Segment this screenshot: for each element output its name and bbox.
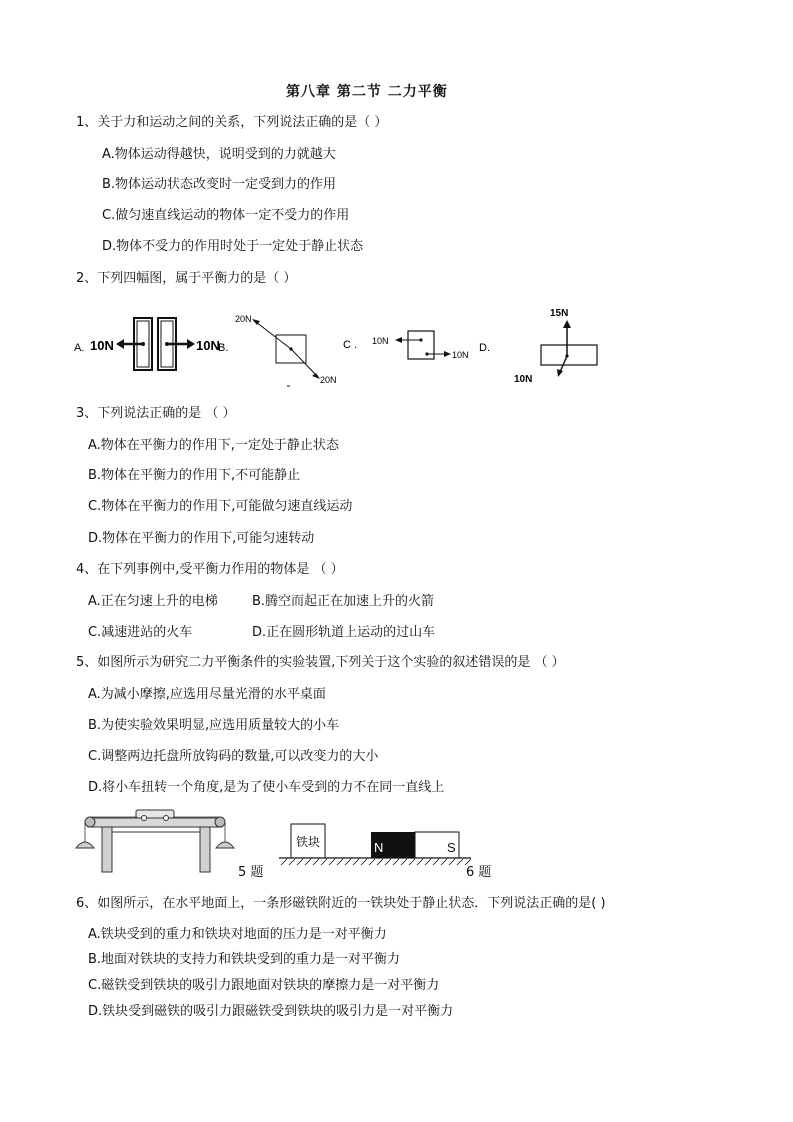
q1-option-c: C.做匀速直线运动的物体一定不受力的作用 [102,208,350,223]
left-tray [76,842,94,848]
q2-d-up-force: 15N [550,308,569,319]
q2-b-bottom-force: 20N [320,375,337,385]
q1-option-b: B.物体运动状态改变时一定受到力的作用 [102,177,337,192]
q2-c-left-force: 10N [372,336,389,346]
q2-d-block [541,345,597,365]
q6-option-a: A.铁块受到的重力和铁块对地面的压力是一对平衡力 [88,927,387,942]
page-title: 第八章 第二节 二力平衡 [286,84,448,100]
ground-hatching [281,859,471,865]
q5-option-b: B.为使实验效果明显,应选用质量较大的小车 [88,718,340,733]
q2-figure-b [232,308,342,390]
q2-d-down-arrow [560,356,567,372]
q2-b-label: B. [218,342,229,354]
q2-c-right-force: 10N [452,350,469,360]
q6-stem: 6、如图所示，在水平地面上，一条形磁铁附近的一铁块处于静止状态．下列说法正确的是( ) [76,896,606,911]
q5-apparatus-figure [74,806,236,874]
q4-option-c: C.减速进站的火车 [88,625,193,640]
q4-option-d: D.正在圆形轨道上运动的过山车 [252,625,436,640]
magnet-n-label: N [374,840,384,855]
right-pulley [215,817,225,827]
q3-option-d: D.物体在平衡力的作用下,可能匀速转动 [88,531,315,546]
q2-a-label: A. [74,342,85,354]
q2-a-right-force: 10N [196,338,220,353]
q2-a-left-force: 10N [90,338,114,353]
q1-option-d: D.物体不受力的作用时处于一定处于静止状态 [102,239,364,254]
q2-c-label: C . [343,339,358,351]
q1-option-a: A.物体运动得越快，说明受到的力就越大 [102,147,336,162]
table-leg-right [200,827,210,872]
q2-figure-d [476,302,616,384]
left-pulley [85,817,95,827]
q6-option-c: C.磁铁受到铁块的吸引力跟地面对铁块的摩擦力是一对平衡力 [88,978,440,993]
q6-figure-label: 6 题 [466,865,492,880]
q4-stem: 4、在下列事例中,受平衡力作用的物体是 （ ） [76,562,344,577]
q2-c-block [408,331,434,359]
q4-option-b: B.腾空而起正在加速上升的火箭 [252,594,435,609]
q3-option-a: A.物体在平衡力的作用下,一定处于静止状态 [88,438,339,453]
q5-figure-label: 5 题 [238,865,264,880]
q2-b-top-force: 20N [235,314,252,324]
q5-stem: 5、如图所示为研究二力平衡条件的实验装置,下列关于这个实验的叙述错误的是 （ ） [76,655,565,670]
iron-block-label: 铁块 [296,835,321,849]
magnet-s-label: S [447,840,456,855]
q6-magnet-figure [275,820,475,868]
q2-figure-c [340,322,480,372]
q5-option-a: A.为减小摩擦,应选用尽量光滑的水平桌面 [88,687,326,702]
table-leg-left [102,827,112,872]
q6-option-b: B.地面对铁块的支持力和铁块受到的重力是一对平衡力 [88,952,401,967]
q2-d-down-force: 10N [514,374,533,384]
q2-d-label: D. [479,342,490,354]
q3-stem: 3、下列说法正确的是 （ ） [76,406,236,421]
q4-option-a: A.正在匀速上升的电梯 [88,594,218,609]
q5-option-c: C.调整两边托盘所放钩码的数量,可以改变力的大小 [88,749,379,764]
q3-option-c: C.物体在平衡力的作用下,可能做匀速直线运动 [88,499,353,514]
q5-option-d: D.将小车扭转一个角度,是为了使小车受到的力不在同一直线上 [88,780,445,795]
q2-stem: 2、下列四幅图，属于平衡力的是（ ） [76,271,297,286]
q2-figure-a [74,312,234,376]
q3-option-b: B.物体在平衡力的作用下,不可能静止 [88,468,301,483]
right-tray [216,842,234,848]
table-top [88,818,222,827]
q1-stem: 1、关于力和运动之间的关系，下列说法正确的是（ ） [76,115,388,130]
q6-option-d: D.铁块受到磁铁的吸引力跟磁铁受到铁块的吸引力是一对平衡力 [88,1004,454,1019]
